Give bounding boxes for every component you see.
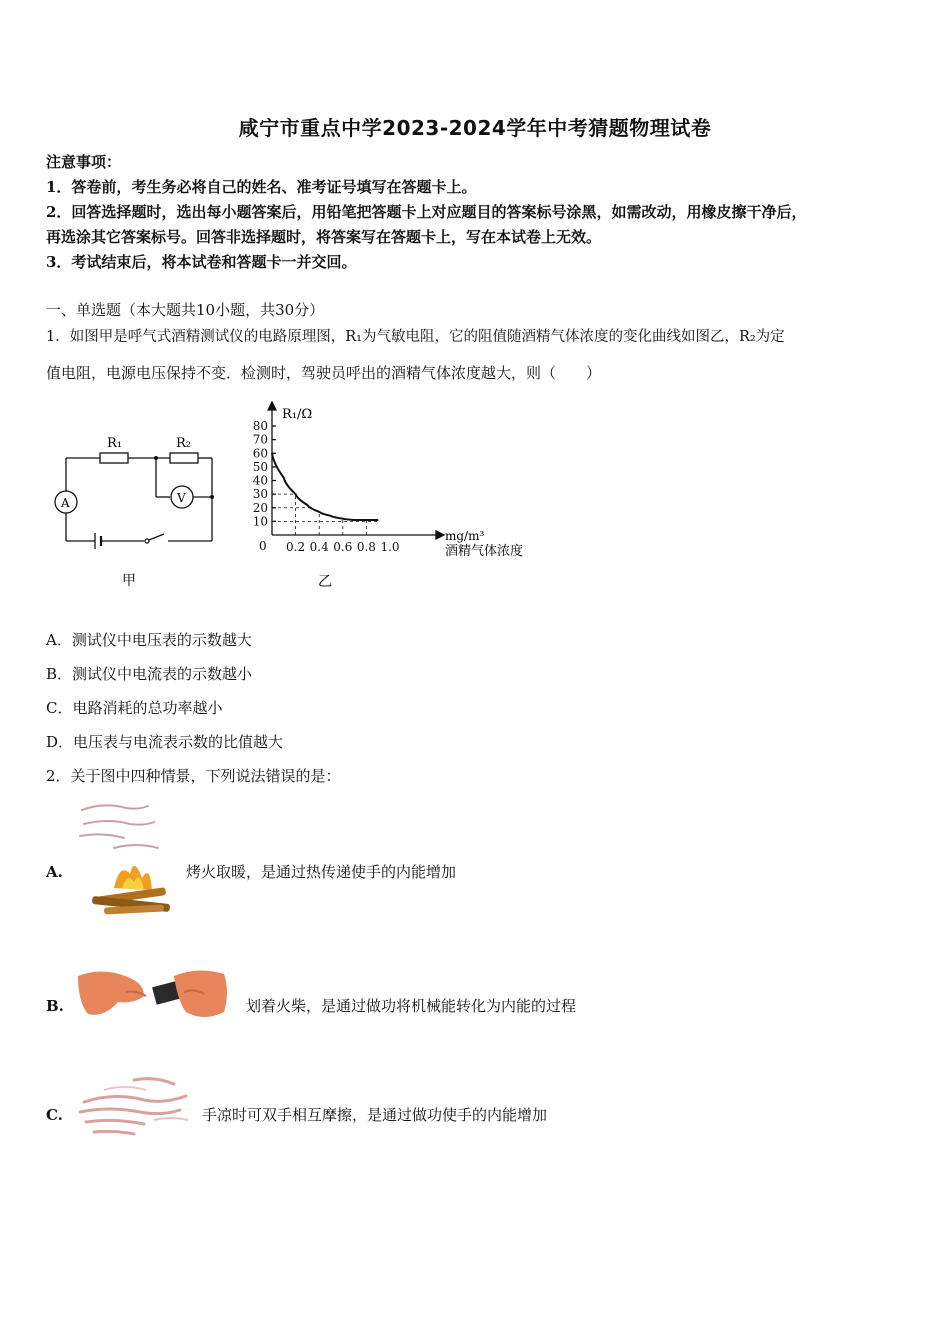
x-axis-label: 酒精气体浓度 (445, 544, 524, 559)
notice-item: 2．回答选择题时，选出每小题答案后，用铅笔把答题卡上对应题目的答案标号涂黑，如需改动，用橡皮擦干净后， (46, 203, 807, 221)
q2-option-c-text: 手凉时可双手相互摩擦，是通过做功使手的内能增加 (202, 1106, 548, 1124)
page-title: 咸宁市重点中学2023-2024学年中考猜题物理试卷 (238, 116, 712, 140)
notice-heading: 注意事项： (46, 153, 122, 171)
switch-icon (149, 534, 164, 540)
q1-option-d: D．电压表与电流表示数的比值越大 (46, 733, 284, 751)
y-axis-arrow (268, 402, 276, 410)
x-tick-label: 0.4 (309, 540, 329, 554)
rubbing-hands-picture (74, 1072, 196, 1140)
origin-label: 0 (259, 539, 267, 553)
r1-label: R₁ (107, 436, 122, 451)
question-1-stem-cont: 值电阻，电源电压保持不变．检测时，驾驶员呼出的酒精气体浓度越大，则（ ） (46, 364, 602, 382)
match-striking-picture (74, 962, 234, 1028)
circuit-caption: 甲 (122, 573, 136, 589)
question-2-stem: 2．关于图中四种情景，下列说法错误的是： (46, 767, 341, 785)
resistor-r1 (100, 453, 128, 463)
section-heading: 一、单选题（本大题共10小题，共30分） (46, 301, 325, 319)
resistance-chart (240, 398, 550, 593)
series-line-r1 (272, 453, 378, 520)
q2-option-c-letter: C. (46, 1106, 63, 1124)
q1-option-b: B．测试仪中电流表的示数越小 (46, 665, 253, 683)
x-tick-label: 0.6 (333, 540, 353, 554)
y-tick-label: 10 (252, 514, 268, 529)
y-tick-label: 50 (252, 459, 268, 474)
y-tick-label: 60 (252, 446, 268, 461)
y-tick-label: 80 (252, 419, 268, 433)
resistor-r2 (170, 453, 198, 463)
question-1-stem: 1．如图甲是呼气式酒精测试仪的电路原理图，R₁为气敏电阻，它的阻值随酒精气体浓度的变化曲线如图乙，R₂为定 (46, 329, 785, 345)
campfire-hands-picture (74, 798, 184, 923)
y-tick-label: 20 (252, 500, 268, 515)
y-axis-label: R₁/Ω (282, 407, 313, 422)
q2-option-a-letter: A. (46, 863, 63, 881)
q2-option-a-text: 烤火取暖，是通过热传递使手的内能增加 (186, 863, 457, 881)
notice-item: 3．考试结束后，将本试卷和答题卡一并交回。 (46, 253, 357, 271)
notice-item: 再选涂其它答案标号。回答非选择题时，将答案写在答题卡上，写在本试卷上无效。 (46, 228, 602, 246)
q2-option-b-text: 划着火柴，是通过做功将机械能转化为内能的过程 (246, 997, 577, 1015)
r2-label: R₂ (176, 436, 191, 451)
notice-item: 1．答卷前，考生务必将自己的姓名、准考证号填写在答题卡上。 (46, 178, 477, 196)
chart-caption: 乙 (318, 574, 332, 590)
x-tick-label: 0.8 (356, 540, 376, 554)
y-tick-label: 40 (252, 473, 268, 488)
q2-option-b-letter: B. (46, 997, 64, 1015)
voltmeter-label: V (177, 491, 186, 505)
x-axis-unit: mg/m³ (445, 529, 485, 543)
fire-icon (92, 866, 170, 915)
q1-option-a: A．测试仪中电压表的示数越大 (46, 631, 252, 649)
circuit-diagram (46, 425, 226, 595)
y-tick-label: 30 (252, 487, 268, 502)
y-tick-label: 70 (252, 432, 268, 447)
q1-option-c: C．电路消耗的总功率越小 (46, 699, 223, 717)
ammeter-label: A (61, 496, 70, 510)
x-axis-arrow (436, 531, 444, 539)
x-tick-label: 0.2 (286, 540, 306, 554)
x-tick-label: 1.0 (380, 540, 400, 554)
